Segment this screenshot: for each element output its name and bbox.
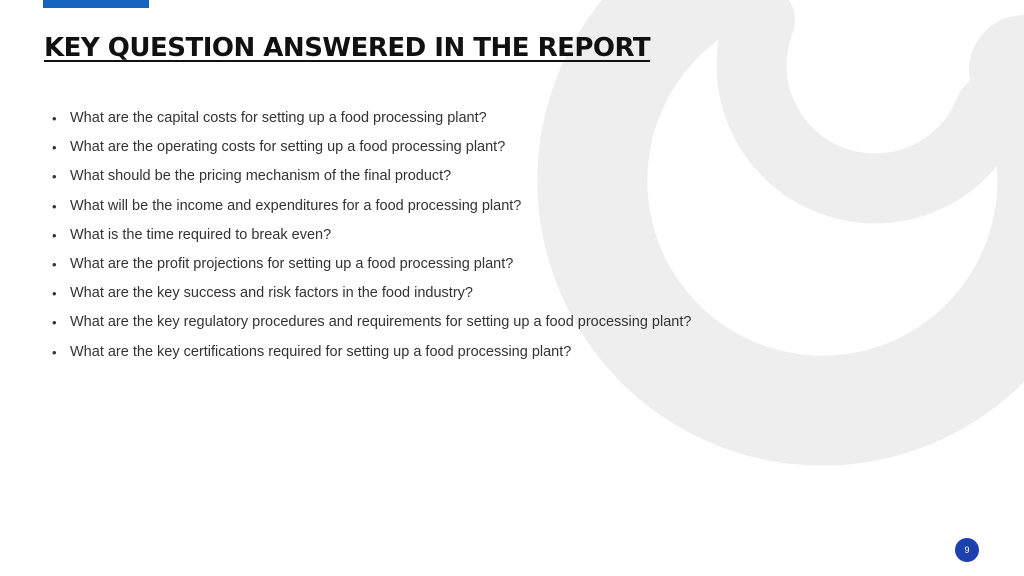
question-text: What are the operating costs for setting up a food processing plant? [70, 139, 506, 156]
question-text: What are the profit projections for setting up a food processing plant? [70, 255, 514, 272]
bullet-dot-icon: • [52, 169, 57, 185]
question-text: What is the time required to break even? [70, 226, 332, 243]
bullet-dot-icon: • [52, 198, 57, 214]
question-text: What are the key certifications required for setting up a food processing plant? [70, 343, 572, 360]
bullet-dot-icon: • [52, 315, 57, 331]
bullet-dot-icon: • [52, 344, 57, 360]
question-text: What are the key success and risk factors in the food industry? [70, 285, 473, 302]
bullet-dot-icon: • [52, 227, 57, 243]
page-number-badge: 9 [955, 538, 979, 562]
bullet-dot-icon: • [52, 111, 57, 126]
bullet-dot-icon: • [52, 286, 57, 302]
slide-title: KEY QUESTION ANSWERED IN THE REPORT [44, 33, 651, 63]
watermark-inner-arc [752, 20, 990, 188]
question-text: What are the capital costs for setting up a food processing plant? [70, 110, 487, 126]
accent-bar [43, 0, 149, 8]
question-text: What will be the income and expenditures for a food processing plant? [70, 197, 522, 214]
bullet-dot-icon: • [52, 140, 57, 156]
bullet-dot-icon: • [52, 256, 57, 272]
question-text: What are the key regulatory procedures and requirements for setting up a food processing plant? [70, 314, 692, 331]
watermark-outer-arc [592, 0, 1024, 411]
question-text: What should be the pricing mechanism of the final product? [70, 168, 452, 185]
